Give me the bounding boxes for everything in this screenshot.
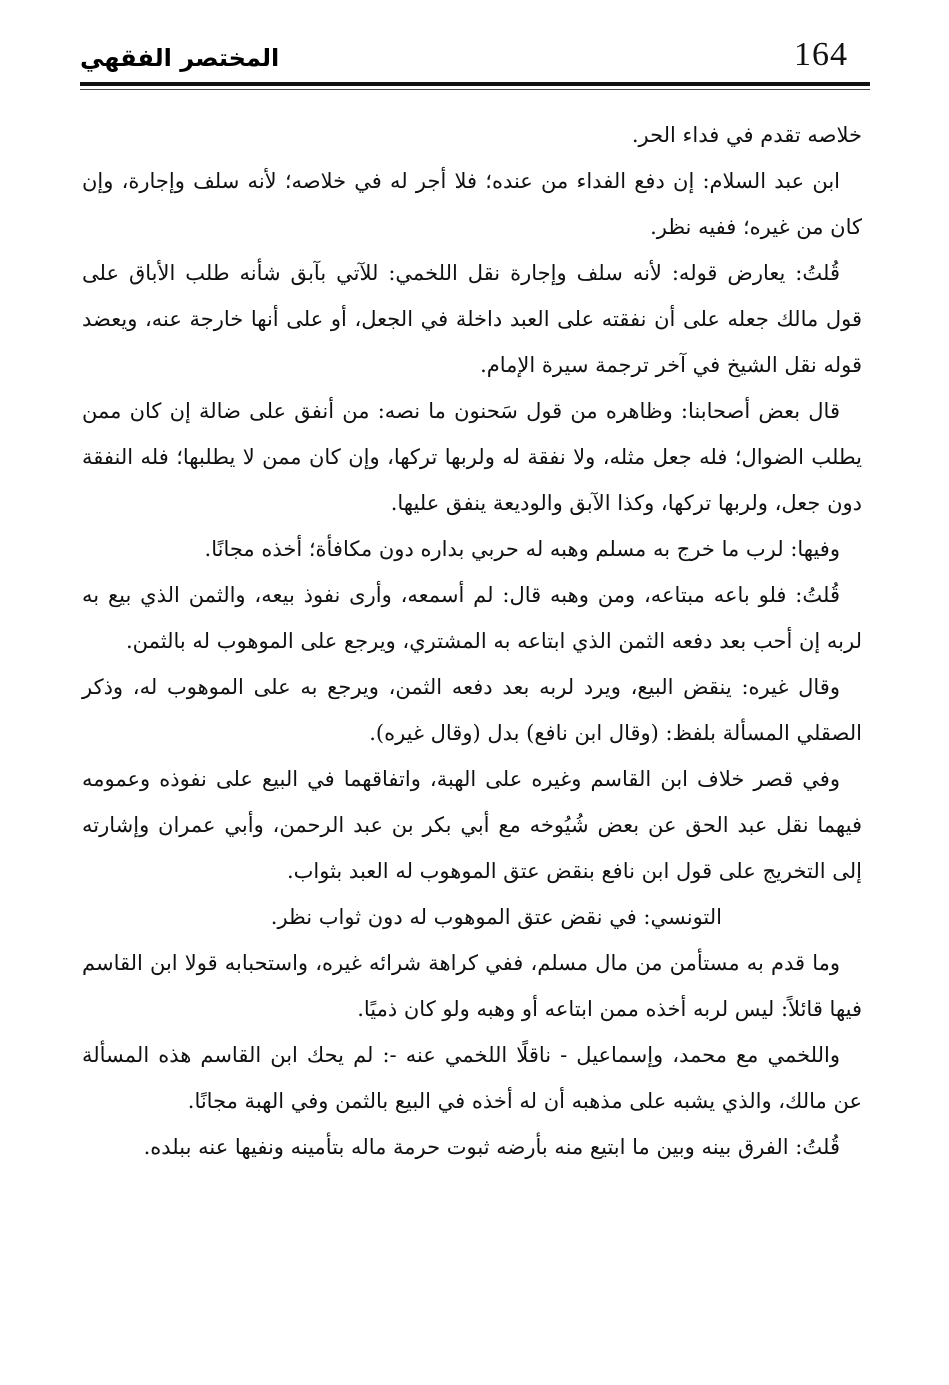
page-header <box>80 30 870 90</box>
paragraph-1: خلاصه تقدم في فداء الحر. <box>631 123 862 147</box>
running-title: المختصر الفقهي <box>80 44 280 72</box>
paragraph-2: ابن عبد السلام: إن دفع الفداء من عنده؛ فلا أجر له في خلاصه؛ لأنه سلف وإجارة، وإن كان من غيره؛ ففيه نظر. <box>82 169 862 239</box>
header-rule-thick <box>80 82 870 86</box>
header-rule-thin <box>80 89 870 90</box>
paragraph-12: قُلتُ: الفرق بينه وبين ما ابتيع منه بأرضه ثبوت حرمة ماله بتأمينه ونفيها عنه ببلده. <box>143 1135 840 1159</box>
paragraph-6: قُلتُ: فلو باعه مبتاعه، ومن وهبه قال: لم أسمعه، وأرى نفوذ بيعه، والثمن الذي بيع به لربه إن أحب بعد دفعه الثمن الذي ابتاعه به المشتري، ويرجع على الموهوب له بالثمن. <box>82 583 862 653</box>
paragraph-10: وما قدم به مستأمن من مال مسلم، ففي كراهة شرائه غيره، واستحبابه قولا ابن القاسم فيها قائلاً: ليس لربه أخذه ممن ابتاعه أو وهبه ولو كان ذميًا. <box>82 951 862 1021</box>
paragraph-7: وقال غيره: ينقض البيع، ويرد لربه بعد دفعه الثمن، ويرجع به على الموهوب له، وذكر الصقلي المسألة بلفظ: (وقال ابن نافع) بدل (وقال غيره). <box>82 675 862 745</box>
paragraph-5: وفيها: لرب ما خرج به مسلم وهبه له حربي بداره دون مكافأة؛ أخذه مجانًا. <box>204 537 840 561</box>
paragraph-4: قال بعض أصحابنا: وظاهره من قول سَحنون ما نصه: من أنفق على ضالة إن كان ممن يطلب الضوال؛ فله جعل مثله، ولا نفقة له ولربها تركها، وإن كان ممن لا يطلبها؛ فله النفقة دون جعل، ولربها تركها، وكذا الآبق والوديعة ينفق عليها. <box>82 399 862 515</box>
paragraph-11: واللخمي مع محمد، وإسماعيل - ناقلًا اللخمي عنه -: لم يحك ابن القاسم هذه المسألة عن مالك، والذي يشبه على مذهبه أن له أخذه في البيع بالثمن وفي الهبة مجانًا. <box>82 1043 862 1113</box>
page-number: 164 <box>794 36 848 73</box>
paragraph-9: التونسي: في نقض عتق الموهوب له دون ثواب نظر. <box>270 905 722 929</box>
body-text <box>82 112 862 1170</box>
paragraph-3: قُلتُ: يعارض قوله: لأنه سلف وإجارة نقل اللخمي: للآتي بآبق شأنه طلب الأباق على قول مالك جعله على أن نفقته على العبد داخلة في الجعل، أو على أنها خارجة عنه، ويعضد قوله نقل الشيخ في آخر ترجمة سيرة الإمام. <box>82 261 862 377</box>
paragraph-8: وفي قصر خلاف ابن القاسم وغيره على الهبة، واتفاقهما في البيع على نفوذه وعمومه فيهما نقل عبد الحق عن بعض شُيُوخه مع أبي بكر بن عبد الرحمن، وأبي عمران وإشارته إلى التخريج على قول ابن نافع بنقض عتق الموهوب له العبد بثواب. <box>82 767 862 883</box>
